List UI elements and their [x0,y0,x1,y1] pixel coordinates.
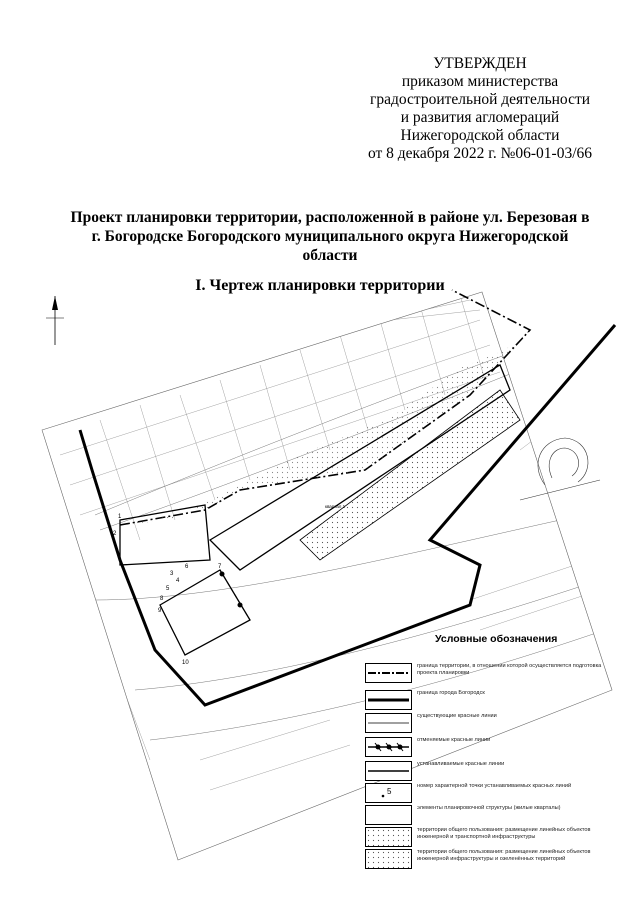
legend-item-text: территории общего пользования: размещение линейных объектов инженерной и транспортной инфраструктуры [417,827,591,840]
document-title-line: области [302,247,358,264]
north-arrow-icon [46,296,64,345]
document-title-line: Проект планировки территории, расположенной в районе ул. Березовая в [70,209,590,226]
point-label: 8 [160,596,164,602]
dotted-fill-icon [365,849,412,869]
point-label: 3 [170,571,174,577]
point-label: 7 [218,564,222,570]
point-label: 1 [118,514,122,520]
point-label: 9 [158,608,162,614]
legend-item-text: территории общего пользования: размещение линейных объектов инженерной инфраструктуры и озеленённых территорий [417,849,591,862]
legend-item-text: существующие красные линии [417,713,497,719]
legend-item-text: устанавливаемые красные линии [417,761,505,767]
legend-item-text: граница территории, в отношении которой осуществляется подготовка проекта планировки [417,663,602,676]
approval-line: и развития агломераций [400,109,560,126]
bold-line-icon [365,690,412,710]
dotted-fill-icon [365,827,412,847]
point-label: 4 [176,578,180,584]
approval-line: приказом министерства [401,73,559,90]
section-title: I. Чертеж планировки территории [195,277,445,294]
legend-item-text: элементы планировочной структуры (жилые кварталы) [417,805,561,811]
point-number-symbol: 5 [387,787,392,796]
boundary-dash-dot-line-icon [365,663,412,683]
legend-item-text: граница города Богородск [417,690,485,696]
red-line-icon [365,761,412,781]
point-label: 6 [185,564,189,570]
point-label: 5 [166,586,170,592]
point-label: 2 [113,531,117,537]
point-label: 10 [182,660,189,666]
point-number-icon [365,783,412,803]
approval-date-number: от 8 декабря 2022 г. №06-01-03/66 [367,145,593,162]
block-icon [365,805,412,825]
cancelled-line-icon [365,737,412,757]
legend-item-text: отменяемые красные линии [417,737,491,743]
document-title-line: г. Богородске Богородского муниципального округа Нижегородской [91,228,569,245]
approval-line: Нижегородской области [400,127,560,144]
approval-heading: УТВЕРЖДЕН [433,55,527,72]
approval-line: градостроительной деятельности [369,91,591,108]
legend-item-text: номер характерной точки устанавливаемых красных линий [417,783,572,789]
legend-title: Условные обозначения [435,633,558,645]
block-label: квартал 1 [325,504,346,509]
thin-line-icon [365,713,412,733]
